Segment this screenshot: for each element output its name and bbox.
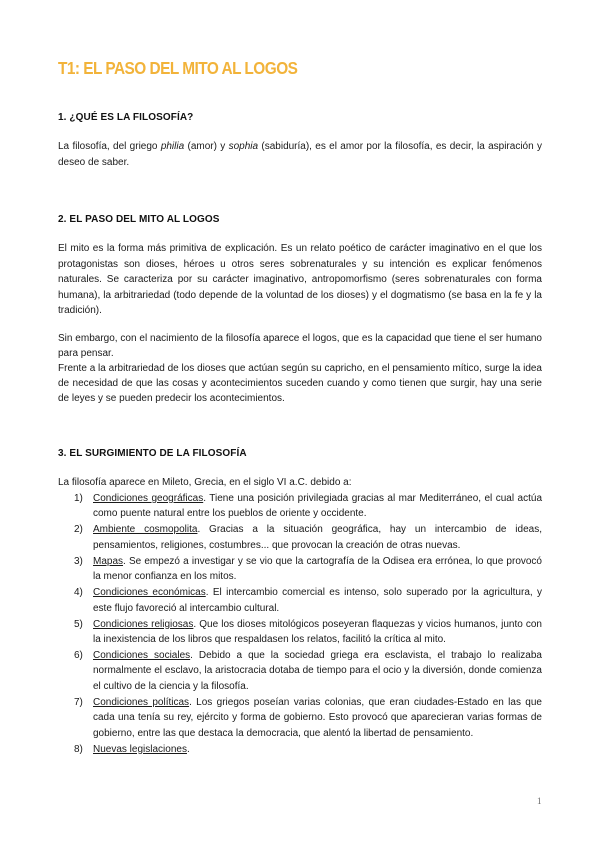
page-number: 1: [537, 796, 542, 806]
document-title: T1: EL PASO DEL MITO AL LOGOS: [58, 58, 298, 78]
list-number: 2): [74, 524, 83, 536]
list-item: [58, 617, 542, 648]
list-item: [58, 585, 542, 616]
list-number: 1): [74, 493, 83, 504]
list-number: 6): [74, 650, 83, 662]
list-item: [58, 491, 542, 522]
list-item-text: . El intercambio comercial es intenso, solo superado por la agricultura, y este flujo favoreció al intercambio cultural.: [93, 587, 543, 614]
section-heading-1: 1. ¿QUÉ ES LA FILOSOFÍA?: [58, 112, 194, 123]
list-item: [58, 695, 542, 741]
list-item-text: . Debido a que la sociedad griega era esclavista, el trabajo lo realizaba normalmente el esclavo, la aristocracia dotaba de tiempo para el ocio y la diversión, donde comienza el cultivo de la ciencia y la filosofía.: [93, 650, 542, 692]
list-item-text: . Los griegos poseían varias colonias, que eran ciudades-Estado en las que cada una tenía su rey, ejército y forma de gobierno. Esto provocó que aparecieran varias formas de gobierno, entre las que destaca la democracia, que alentó la libertad de pensamiento.: [93, 696, 542, 739]
list-item-title: Condiciones políticas: [93, 696, 190, 708]
list-item: [58, 522, 542, 553]
section-2-paragraph-3: Frente a la arbitrariedad de los dioses que actúan según su capricho, en el pensamiento mítico, surge la idea de necesidad de que las cosas y acontecimientos suceden cuando y como tienen que surgir, hay una serie de leyes y se pueden predecir los acontecimientos.: [58, 363, 542, 405]
section-3-intro: La filosofía aparece en Mileto, Grecia, en el siglo VI a.C. debido a:: [58, 477, 352, 488]
list-item-text: . Que los dioses mitológicos poseyeran flaquezas y vicios humanos, junto con la inexistencia de los libros que respaldasen los relatos, facilitó la crítica al mito.: [93, 618, 542, 646]
section-heading-3: 3. EL SURGIMIENTO DE LA FILOSOFÍA: [58, 448, 247, 459]
list-item-title: Condiciones religiosas: [93, 618, 194, 630]
list-number: 8): [74, 743, 83, 755]
list-number: 3): [74, 555, 83, 567]
list-item: [58, 554, 542, 585]
list-number: 4): [74, 587, 83, 599]
greek-term-philia: philia: [160, 141, 185, 152]
list-item: [58, 742, 542, 757]
list-item-text: . Tiene una posición privilegiada gracias al mar Mediterráneo, el cual actúa como puente natural entre los pueblos de oriente y occidente.: [93, 493, 543, 520]
section-1-paragraph: [58, 139, 542, 170]
section-heading-2: 2. EL PASO DEL MITO AL LOGOS: [58, 214, 220, 225]
section-2-paragraph-2: Sin embargo, con el nacimiento de la filosofía aparece el logos, que es la capacidad que tiene el ser humano para pensar.: [58, 333, 542, 360]
list-number: 5): [74, 618, 83, 630]
list-item-title: Condiciones geográficas: [93, 493, 204, 504]
list-item: [58, 648, 542, 694]
list-item-title: Condiciones sociales: [93, 650, 191, 662]
list-number: 7): [74, 696, 83, 708]
list-item-text: . Se empezó a investigar y se vio que la cartografía de la Odisea era errónea, lo que provocó la menor confianza en los mitos.: [93, 555, 542, 583]
text-run: (amor) y: [184, 141, 229, 152]
list-item-text: .: [186, 743, 190, 755]
list-item-title: Condiciones económicas: [93, 587, 206, 599]
conditions-list: [58, 491, 542, 758]
list-item-text: . Gracias a la situación geográfica, hay un intercambio de ideas, pensamientos, religiones, costumbres... que provocan la creación de otras nuevas.: [93, 524, 542, 551]
list-item-title: Nuevas legislaciones: [93, 743, 187, 755]
list-item-title: Ambiente cosmopolita: [93, 524, 198, 536]
section-2-paragraph-1: El mito es la forma más primitiva de explicación. Es un relato poético de carácter imaginativo en el que los protagonistas son dioses, héroes u otros seres sobrenaturales y su intención es explicar fenómenos naturales. Se caracteriza por su carácter imaginativo, antropomorfismo (seres sobrenaturales con forma humana), la arbitrariedad (todo depende de la voluntad de los dioses) y el dogmatismo (se basa en la fe y la tradición).: [58, 243, 542, 317]
text-run: La filosofía, del griego: [58, 141, 161, 152]
list-item-title: Mapas: [93, 555, 124, 567]
greek-term-sophia: sophia: [228, 141, 259, 152]
text-run: (sabiduría), es el amor por la filosofía, es decir, la aspiración y deseo de saber.: [58, 141, 542, 168]
